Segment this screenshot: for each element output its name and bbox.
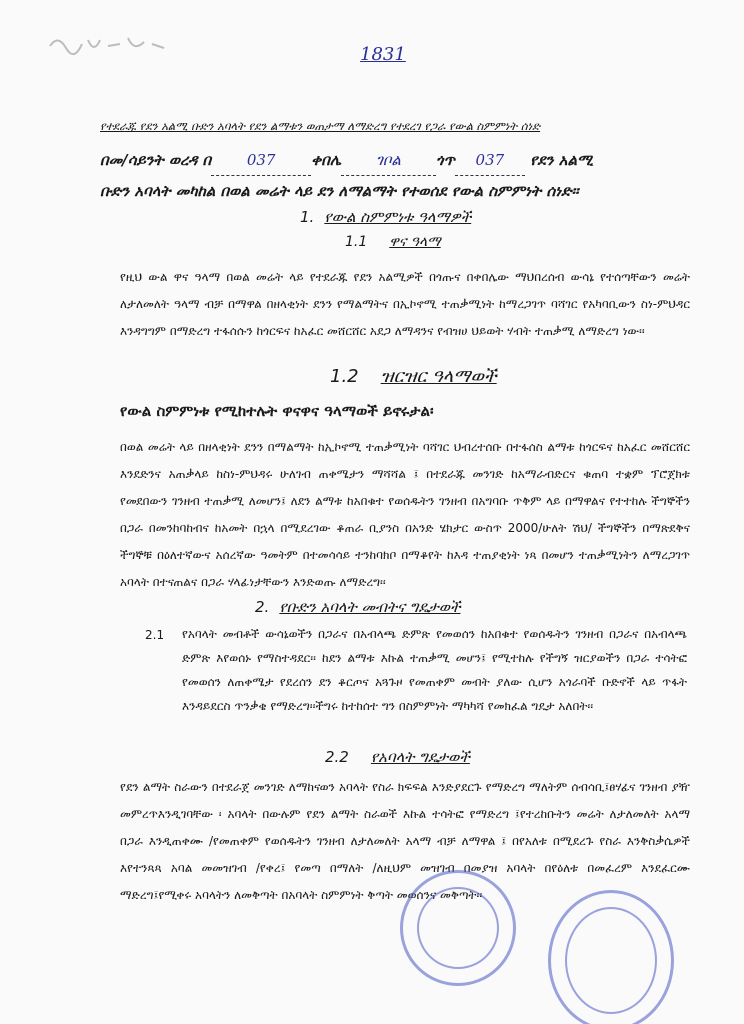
- parties-text-3: ጎጥ: [435, 151, 455, 169]
- section-1-2-number: 1.2: [330, 366, 359, 387]
- document-header: የተደራጁ የደን አልሚ ቡድን አባላት የደን ልማቱን ወጠታማ ለማድረግ የተደረገ የጋራ የውል ስምምነት ሰነድ: [100, 119, 541, 133]
- page-number: 1831: [360, 44, 406, 65]
- section-2-2-heading: [325, 748, 470, 766]
- section-2-2-number: 2.2: [325, 748, 349, 766]
- kebele-fill: ገቦል: [341, 145, 436, 176]
- handwritten-scribble: [48, 26, 168, 66]
- section-2-heading: [255, 598, 461, 616]
- parties-text-line2: ቡድን አባላት መካከል በወል መሬት ላይ ደን ለማልማት የተወሰደ የውል ስምምነት ሰነድ፡፡: [100, 182, 579, 200]
- parties-text-2: ቀበሌ: [311, 151, 341, 169]
- member-rights-text: የአባላት መብቶች ውሳኔወችን በጋራና በአብላጫ ድምጽ የመወሰን ከአበቁተ የወሰዱትን ገንዘብ በጋራና በአብላጫ ድምጽ እየወሰኑ የማስተዳደር፡፡ ከደን ልማቱ እኩል ተጠቃሚ መሆን፤ የሚተከሉ የችግኝ ዝርያወችን በጋራ ተሳትፎ የመወሰን ለጠቀሜታ የደረሰን ደን ቆርጦና አጓጉዞ የመጠቀም መብት ያለው ሲሆን አጎራባች ቡድኖች ላይ ጥፋት እንዳይደርስ ጥንቃቄ የማድረግ፡፡ችግሩ ከተከሰተ ግን በስምምነት ማካካሻ የመክፈል ግዴታ አለበት፡፡: [182, 627, 687, 713]
- parties-statement: [100, 145, 675, 206]
- got-fill: 037: [455, 145, 525, 176]
- section-1-2-title: ዝርዝር ዓላማወች: [380, 366, 497, 387]
- section-2-title: የቡድን አባላት መብትና ግዴታወች: [279, 598, 461, 616]
- main-objective-paragraph: የዚህ ውል ዋና ዓላማ በወል መሬት ላይ የተደራጁ የደን አልሚዎች በጎጡና በቀበሌው ማህበረሰብ ውሳኔ የተሰጣቸውን መሬት ለታለመለት ዓላማ ብቻ በማዋል በዘላቂነት ደንን የማልማትና በኢኮኖሚ ተጠቃሚነት ከማረጋገጥ ባሻገር የአካባቢውን ስነ-ምህዳር እንዳግግም በማድረግ ተፋሰሱን ከጎርፍና ከአፈር መሸርሸር አደጋ ለማዳንና የብዝሀ ህይወት ሃብት ተጠቃሚ ለማድረግ ነው፡፡: [120, 270, 690, 338]
- official-stamp: [400, 870, 516, 986]
- section-1-heading: [300, 208, 471, 226]
- member-duties-paragraph: የደን ልማት ስራውን በተደራጀ መንገድ ለማከናወን አባላት የስራ ክፍፍል እንድያደርጉ የማድረግ ማለትም ሰብሳቢ፤ፀሃፊና ገንዘብ ያዥ መምረጥእንዲገባቸው ፡ አባላት በውሉም የደን ልማት ስራወች እኩል ተሳትፎ የማድረግ ፤የተረከቡትን መሬት ለታለመለት አላማ በጋራ እንዲጠቀሙ /የመጠቀም የወሰዱትን ገንዘብ ለታለመለት አላማ ብቻ ለማዋል ፤ በየአለቱ በሚደረጉ የስራ እንቅስቃሴዎች እየተንጻጻ አባል መመዝገብ /የቀረ፤ የመጣ በማለት /ለዚህም መዝገብ በመያዝ አባላት በየዕለቱ በመፈረም እንደፈርሙ ማድረግ፤የሚቀሩ አባላትን ለመቅጣት በአባላት ስምምነት ቅጣት መወሰንና መቅጣት፡፡: [120, 780, 690, 902]
- detailed-objectives-paragraph: በወል መሬት ላይ በዘላቂነት ደንን በማልማት ከኢኮኖሚ ተጠቃሚነት ባሻገር ህብረተሰቡ በተፋሰስ ልማቱ ከጎርፍና ከአፈር መሸርሸር እንደድንና አጠቃላይ ከስነ-ምህዳሩ ሁለገብ ጠቀሜታን ማሻሻል ፤ በተደራጁ መንገድ ከአማራብድርና ቁጠባ ተቋም ፕሮጀክቱ የመደበውን ገንዘብ ተጠቃሚ ለመሆን፤ ለደን ልማቱ ከአበቁተ የወሰዱትን ገንዘብ በአግባቡ ጥቅም ላይ በማዋልና የተተከሉ ችግኞችን በጋራ በመንከባከብና ከአመት በኋላ በሚደረገው ቆጠራ ቢያንስ በአንድ ሄክታር ውስጥ 2000/ሁለት ሽህ/ ችግኞችን በማጽደቅና ችግኞቹ በዕለተኛውና አሰረኛው ዓመትም በተመሳሳይ ተንከባክቦ በማቆየት ከእዳ ተጠያቂነት ነጻ በመሆን ተጠቃሚነትን ለማረጋገጥ አባላት በተናጠልና በጋራ ሃላፊነታቸውን እንድወጡ ለማድረግ፡፡: [120, 440, 690, 589]
- section-1-1-number: 1.1: [345, 234, 368, 250]
- woreda-fill: 037: [211, 145, 311, 176]
- section-1-title: የውል ስምምነቱ ዓላማዎች: [324, 208, 472, 226]
- section-2-number: 2.: [255, 598, 270, 616]
- item-2-1-number: 2.1: [145, 628, 165, 642]
- section-1-1-heading: [345, 234, 441, 250]
- parties-text-1: በመ/ሳይንት ወረዳ በ: [100, 151, 212, 169]
- section-1-2-heading: [330, 366, 497, 387]
- section-1-number: 1.: [300, 208, 315, 226]
- objectives-intro: የውል ስምምነቱ የሚከተሉት ዋናዋና ዓላማወች ይኖሩታል፡: [120, 402, 434, 420]
- official-stamp-2: [548, 890, 674, 1024]
- section-2-2-title: የአባላት ግዴታወች: [370, 748, 470, 766]
- section-1-1-title: ዋና ዓላማ: [389, 234, 441, 250]
- parties-text-4: የደን አልሚ: [530, 151, 593, 169]
